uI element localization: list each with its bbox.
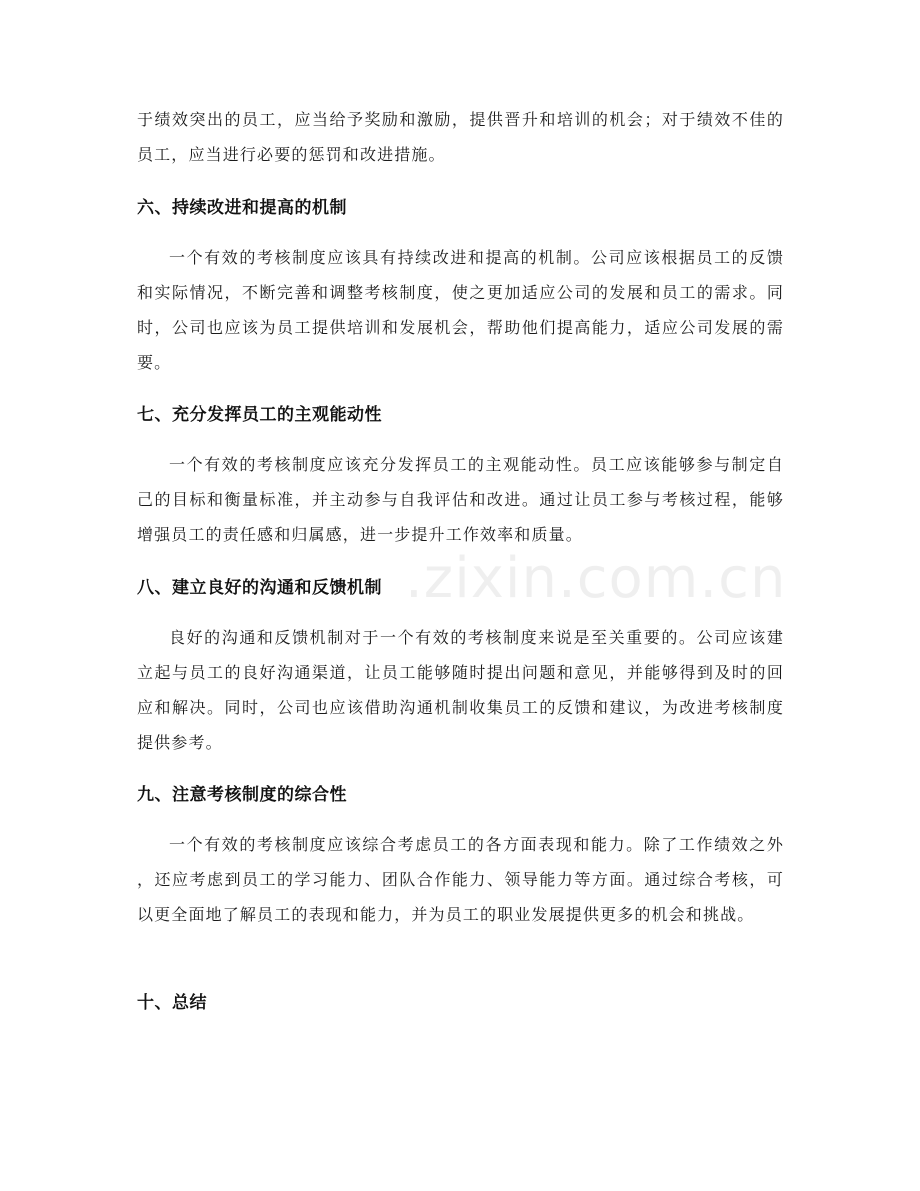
section-paragraph-7: 一个有效的考核制度应该充分发挥员工的主观能动性。员工应该能够参与制定自己的目标和衡量标准，并主动参与自我评估和改进。通过让员工参与考核过程，能够增强员工的责任感和归属感，进一步提升工作效率和质量。 xyxy=(137,455,784,544)
section-heading-10: 十、总结 xyxy=(137,993,207,1013)
section-paragraph-8: 良好的沟通和反馈机制对于一个有效的考核制度来说是至关重要的。公司应该建立起与员工的良好沟通渠道，让员工能够随时提出问题和意见，并能够得到及时的回应和解决。同时，公司也应该借助沟通机制收集员工的反馈和建议，为改进考核制度提供参考。 xyxy=(137,628,784,752)
section-heading-6: 六、持续改进和提高的机制 xyxy=(137,198,347,218)
section-heading-8: 八、建立良好的沟通和反馈机制 xyxy=(137,578,382,598)
section-heading-7: 七、充分发挥员工的主观能动性 xyxy=(137,405,382,425)
section-paragraph-9: 一个有效的考核制度应该综合考虑员工的各方面表现和能力。除了工作绩效之外，还应考虑到员工的学习能力、团队合作能力、领导能力等方面。通过综合考核，可以更全面地了解员工的表现和能力，并为员工的职业发展提供更多的机会和挑战。 xyxy=(137,835,784,924)
watermark: .zixin.com.cn xyxy=(405,546,787,611)
section-paragraph-6: 一个有效的考核制度应该具有持续改进和提高的机制。公司应该根据员工的反馈和实际情况，不断完善和调整考核制度，使之更加适应公司的发展和员工的需求。同时，公司也应该为员工提供培训和发展机会，帮助他们提高能力，适应公司发展的需要。 xyxy=(137,248,784,372)
section-heading-9: 九、注意考核制度的综合性 xyxy=(137,785,347,805)
intro-paragraph: 于绩效突出的员工，应当给予奖励和激励，提供晋升和培训的机会；对于绩效不佳的员工，应当进行必要的惩罚和改进措施。 xyxy=(137,110,784,164)
